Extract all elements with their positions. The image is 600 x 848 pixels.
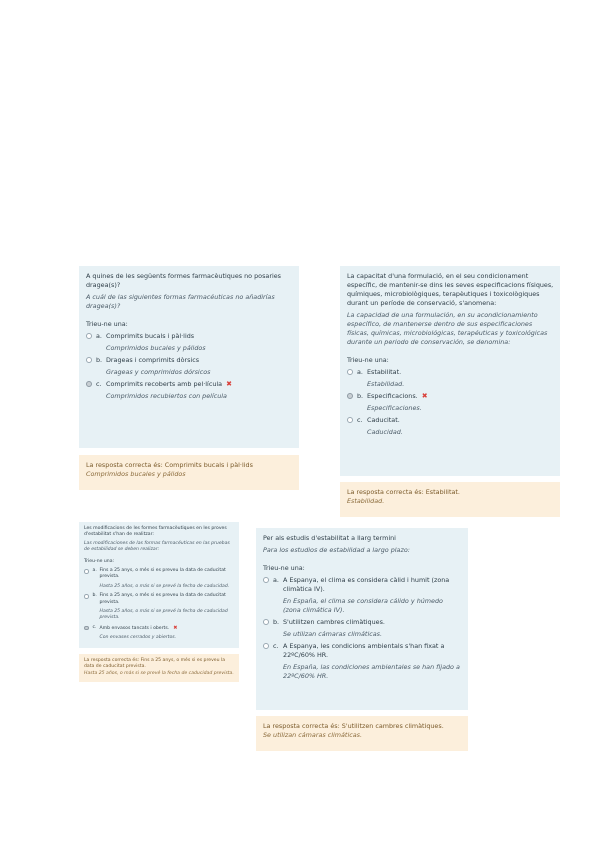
option-text-translation: Comprimidos bucales y pálidos xyxy=(106,344,206,352)
option-body xyxy=(367,392,554,413)
option-body xyxy=(100,593,235,622)
option-letter: a. xyxy=(92,568,97,574)
radio-button[interactable] xyxy=(263,619,269,625)
option-label: S'utilitzen cambres climàtiques. xyxy=(283,618,385,626)
option-body xyxy=(106,380,293,401)
option-label: Fins a 25 anys, o més si es preveu la data de caducitat prevista. xyxy=(99,593,226,605)
option-letter: a. xyxy=(357,368,363,376)
option-label: A Espanya, el clima es considera càlid i humit (zona climàtica IV). xyxy=(283,576,450,593)
option-text xyxy=(283,618,462,627)
option-label: Caducitat. xyxy=(367,416,400,424)
radio-button[interactable] xyxy=(347,369,353,375)
question-card-1 xyxy=(79,266,299,448)
question-card-2 xyxy=(340,266,560,476)
option-letter: b. xyxy=(357,392,364,400)
option-text-translation: Especificaciones. xyxy=(367,404,422,412)
option-label: Fins a 25 anys, o més si es preveu la data de caducitat prevista. xyxy=(99,568,226,580)
option-3[interactable] xyxy=(86,380,293,401)
option-text xyxy=(283,642,462,660)
option-body xyxy=(367,368,554,389)
question-card-3 xyxy=(79,522,239,648)
option-letter: a. xyxy=(273,576,279,584)
question-text-translation: La capacidad de una formulación, en su acondicionamiento específico, de mantenerse dentro de sus especificaciones físicas, químicas, microbiológicas, terapéuticas y toxicológicas durante un periodo de conservación, se denomina: xyxy=(347,311,548,346)
option-body xyxy=(106,332,293,353)
option-text xyxy=(106,332,293,341)
correct-answer-translation: Hasta 25 años, o más si se prevé la fecha de caducidad prevista. xyxy=(84,670,234,676)
option-text-translation: En España, el clima se considera cálido y húmedo (zona climática IV). xyxy=(283,597,443,614)
option-label: A Espanya, les condicions ambientals s'han fixat a 22ºC/60% HR. xyxy=(283,642,445,659)
question-card-4 xyxy=(256,528,468,710)
radio-button[interactable] xyxy=(263,577,269,583)
option-2[interactable] xyxy=(263,618,462,639)
option-body xyxy=(283,642,462,681)
incorrect-icon: ✖ xyxy=(226,380,232,388)
option-text-translation: Con envases cerrados y abiertos. xyxy=(99,635,177,641)
correct-answer-translation: Se utilizan cámaras climáticas. xyxy=(263,731,363,739)
option-text-translation: Grageas y comprimidos dórsicos xyxy=(106,368,211,376)
choose-label: Trieu-ne una: xyxy=(86,320,128,328)
option-body xyxy=(100,568,235,590)
option-body xyxy=(106,356,293,377)
feedback-card-3 xyxy=(79,654,239,682)
incorrect-icon: ✖ xyxy=(421,392,428,400)
radio-button[interactable] xyxy=(84,569,89,574)
option-text xyxy=(367,392,554,401)
option-body xyxy=(283,618,462,639)
feedback-card-2 xyxy=(340,482,560,517)
option-text-translation: Hasta 25 años, o más si se prevé la fecha de caducidad prevista. xyxy=(99,609,228,621)
correct-answer-translation: Estabilidad. xyxy=(347,497,385,505)
option-letter: c. xyxy=(357,416,363,424)
choose-label: Trieu-ne una: xyxy=(347,356,389,364)
question-text: La capacitat d'una formulació, en el seu condicionament específic, de mantenir-se dins les seves especificacions físiques, químiques, microbiològiques, terapèutiques i toxicològiques durant un període de conservació, s'anomena: xyxy=(347,272,554,307)
radio-button[interactable] xyxy=(86,333,92,339)
option-text-translation: Comprimidos recubiertos con película xyxy=(106,392,227,400)
option-2[interactable] xyxy=(86,356,293,377)
choose-label: Trieu-ne una: xyxy=(263,564,305,572)
option-text xyxy=(106,380,293,389)
option-label: Drageas i comprimits dòrsics xyxy=(106,356,200,364)
options-list xyxy=(86,332,293,401)
correct-answer: La resposta correcta és: Fins a 25 anys, o més si es preveu la data de caducitat prevista. xyxy=(84,658,226,670)
option-2[interactable] xyxy=(84,593,234,622)
option-text-translation: Se utilizan cámaras climáticas. xyxy=(283,630,383,638)
question-text: A quines de les següents formes farmacèutiques no posaries dragea(s)? xyxy=(86,272,281,289)
option-3[interactable] xyxy=(347,416,554,437)
radio-button[interactable] xyxy=(347,417,353,423)
option-text-translation: Caducidad. xyxy=(367,428,403,436)
feedback-card-1 xyxy=(79,455,299,490)
radio-button[interactable] xyxy=(347,393,353,399)
option-letter: c. xyxy=(96,380,102,388)
question-text-translation: Las modificaciones de las formas farmacéuticas en las pruebas de estabilidad se deben realizar: xyxy=(84,540,230,553)
question-text: Per als estudis d'estabilitat a llarg termini xyxy=(263,534,396,542)
radio-button[interactable] xyxy=(263,643,269,649)
question-text-translation: A cuál de las siguientes formas farmacéuticas no añadirías dragea(s)? xyxy=(86,293,275,310)
option-3[interactable] xyxy=(263,642,462,681)
option-label: Especificacions. xyxy=(367,392,418,400)
option-text xyxy=(367,368,554,377)
options-list xyxy=(84,568,234,642)
option-text-translation: Estabilidad. xyxy=(367,380,405,388)
option-2[interactable] xyxy=(347,392,554,413)
question-text: Les modificacions de les formes farmacèutiques en les proves d'estabilitat s'han de realitzar: xyxy=(84,526,227,538)
option-label: Amb envasos tancats i oberts. xyxy=(99,625,170,631)
feedback-card-4 xyxy=(256,716,468,751)
option-text-translation: Hasta 25 años, o más si se prevé la fecha de caducidad. xyxy=(99,583,230,589)
option-body xyxy=(283,576,462,615)
option-label: Estabilitat. xyxy=(367,368,402,376)
option-text xyxy=(100,625,235,632)
radio-button[interactable] xyxy=(86,357,92,363)
option-letter: b. xyxy=(96,356,103,364)
correct-answer: La resposta correcta és: S'utilitzen cambres climàtiques. xyxy=(263,722,444,730)
radio-button[interactable] xyxy=(84,626,89,631)
correct-answer-translation: Comprimidos bucales y pálidos xyxy=(86,470,186,478)
option-3[interactable] xyxy=(84,625,234,642)
option-text xyxy=(100,593,235,606)
option-label: Comprimits recoberts amb pel·lícula xyxy=(106,380,223,388)
choose-label: Trieu-ne una: xyxy=(84,558,115,564)
option-1[interactable] xyxy=(347,368,554,389)
option-letter: b. xyxy=(273,618,280,626)
correct-answer: La resposta correcta és: Comprimits bucals i pàl·lids xyxy=(86,461,253,469)
option-label: Comprimits bucals i pàl·lids xyxy=(106,332,195,340)
option-1[interactable] xyxy=(86,332,293,353)
option-letter: a. xyxy=(96,332,102,340)
option-1[interactable] xyxy=(84,568,234,590)
option-text xyxy=(100,568,235,581)
option-text xyxy=(283,576,462,594)
option-1[interactable] xyxy=(263,576,462,615)
incorrect-icon: ✖ xyxy=(173,624,178,631)
correct-answer: La resposta correcta és: Estabilitat. xyxy=(347,488,460,496)
option-body xyxy=(100,625,235,642)
radio-button[interactable] xyxy=(86,381,92,387)
option-letter: c. xyxy=(273,642,279,650)
option-text-translation: En España, las condiciones ambientales se han fijado a 22ºC/60% HR. xyxy=(283,663,460,680)
option-text xyxy=(106,356,293,365)
option-letter: b. xyxy=(92,593,97,599)
radio-button[interactable] xyxy=(84,594,89,599)
option-body xyxy=(367,416,554,437)
options-list xyxy=(347,368,554,437)
option-letter: c. xyxy=(92,624,97,630)
option-text xyxy=(367,416,554,425)
question-text-translation: Para los estudios de estabilidad a largo plazo: xyxy=(263,546,410,554)
options-list xyxy=(263,576,462,681)
